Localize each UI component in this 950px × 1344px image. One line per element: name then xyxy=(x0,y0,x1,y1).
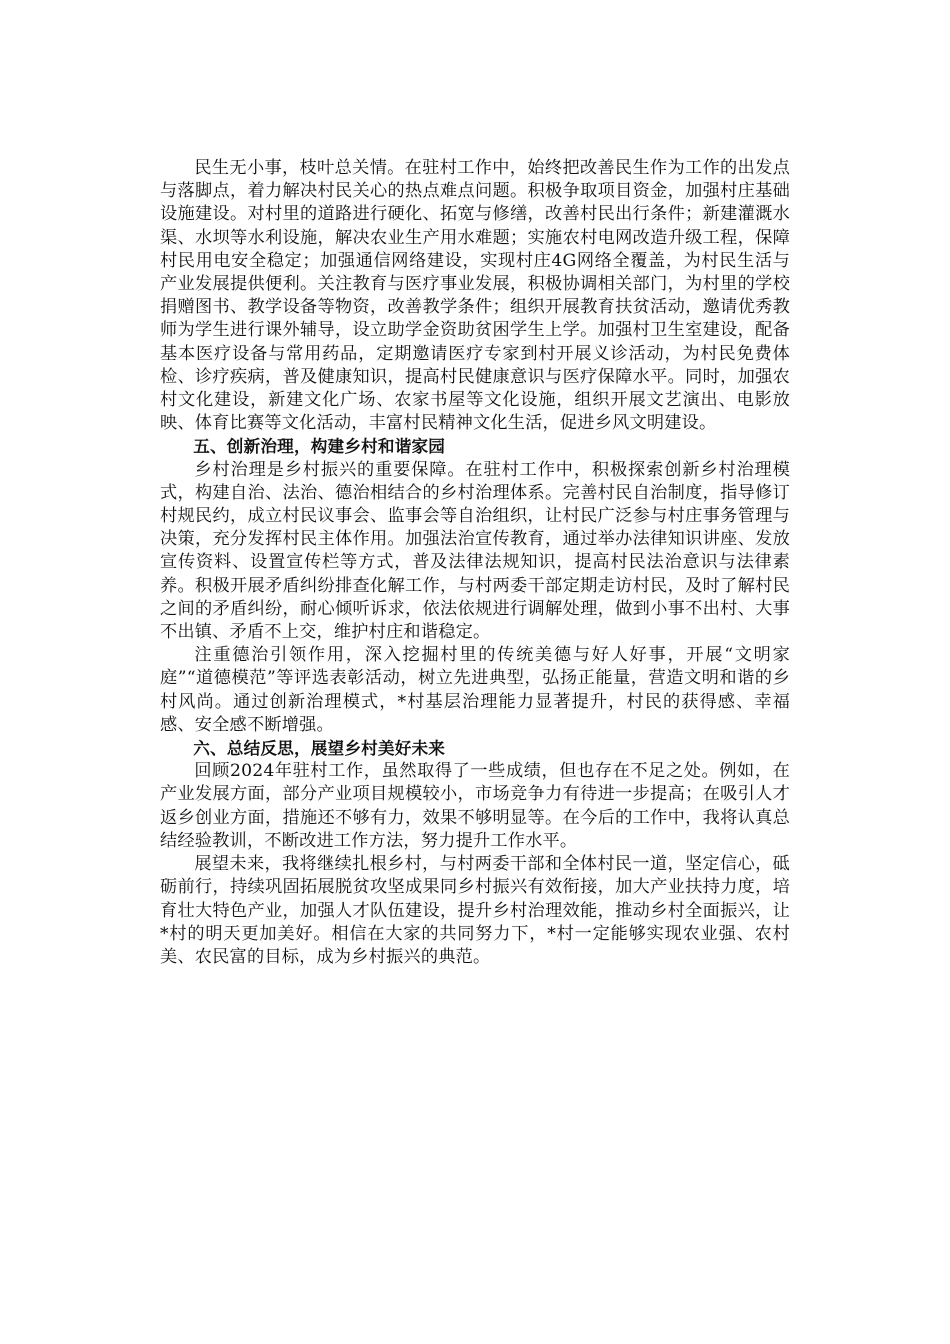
paragraph-governance: 乡村治理是乡村振兴的重要保障。在驻村工作中，积极探索创新乡村治理模式，构建自治、法治、德治相结合的乡村治理体系。完善村民自治制度，指导修订村规民约，成立村民议事会、监事会等自治组织，让村民广泛参与村庄事务管理与决策，充分发挥村民主体作用。加强法治宣传教育，通过举办法律知识讲座、发放宣传资料、设置宣传栏等方式，普及法律法规知识，提高村民法治意识与法律素养。积极开展矛盾纠纷排查化解工作，与村两委干部定期走访村民，及时了解村民之间的矛盾纠纷，耐心倾听诉求，依法依规进行调解处理，做到小事不出村、大事不出镇、矛盾不上交，维护村庄和谐稳定。 xyxy=(160,459,790,643)
paragraph-outlook: 展望未来，我将继续扎根乡村，与村两委干部和全体村民一道，坚定信心，砥砺前行，持续巩固拓展脱贫攻坚成果同乡村振兴有效衔接，加大产业扶持力度，培育壮大特色产业，加强人才队伍建设，提升乡村治理效能，推动乡村全面振兴，让*村的明天更加美好。相信在大家的共同努力下，*村一定能够实现农业强、农村美、农民富的目标，成为乡村振兴的典范。 xyxy=(160,854,790,967)
section-heading-five: 五、创新治理，构建乡村和谐家园 xyxy=(193,437,446,457)
section-heading-six: 六、总结反思，展望乡村美好未来 xyxy=(193,739,446,759)
document-body xyxy=(160,157,790,969)
paragraph-livelihood: 民生无小事，枝叶总关情。在驻村工作中，始终把改善民生作为工作的出发点与落脚点，着力解决村民关心的热点难点问题。积极争取项目资金，加强村庄基础设施建设。对村里的道路进行硬化、拓宽与修缮，改善村民出行条件；新建灌溉水渠、水坝等水利设施，解决农业生产用水难题；实施农村电网改造升级工程，保障村民用电安全稳定；加强通信网络建设，实现村庄4G网络全覆盖，为村民生活与产业发展提供便利。关注教育与医疗事业发展，积极协调相关部门，为村里的学校捐赠图书、教学设备等物资，改善教学条件；组织开展教育扶贫活动，邀请优秀教师为学生进行课外辅导，设立助学金资助贫困学生上学。加强村卫生室建设，配备基本医疗设备与常用药品，定期邀请医疗专家到村开展义诊活动，为村民免费体检、诊疗疾病，普及健康知识，提高村民健康意识与医疗保障水平。同时，加强农村文化建设，新建文化广场、农家书屋等文化设施，组织开展文艺演出、电影放映、体育比赛等文化活动，丰富村民精神文化生活，促进乡风文明建设。 xyxy=(160,158,790,434)
paragraph-moral-governance: 注重德治引领作用，深入挖掘村里的传统美德与好人好事，开展“文明家庭”“道德模范”等评选表彰活动，树立先进典型，弘扬正能量，营造文明和谐的乡村风尚。通过创新治理模式，*村基层治理能力显著提升，村民的获得感、幸福感、安全感不断增强。 xyxy=(160,645,790,735)
paragraph-review: 回顾2024年驻村工作，虽然取得了一些成绩，但也存在不足之处。例如，在产业发展方面，部分产业项目规模较小，市场竞争力有待进一步提高；在吸引人才返乡创业方面，措施还不够有力，效果不够明显等。在今后的工作中，我将认真总结经验教训，不断改进工作方法，努力提升工作水平。 xyxy=(160,761,790,851)
